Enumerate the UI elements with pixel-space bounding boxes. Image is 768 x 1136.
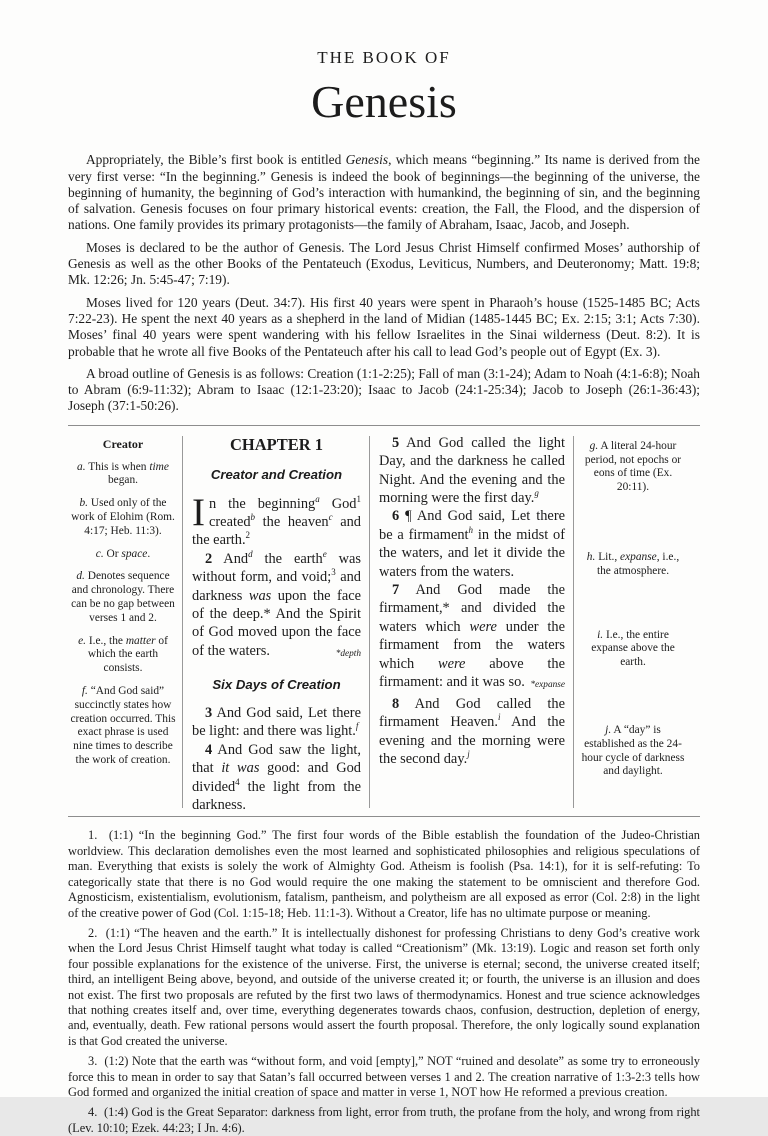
- book-introduction: [68, 152, 700, 414]
- verse-6: 6 ¶ And God said, Let there be a firmament$^h$ in the midst of the waters, and let it divide the waters from the waters.: [379, 508, 566, 580]
- scripture-column-1: [183, 426, 369, 815]
- book-kicker: THE BOOK OF: [317, 48, 451, 67]
- intro-paragraph-4: A broad outline of Genesis is as follows: Creation (1:1-2:25); Fall of man (3:1-24); Adam to Noah (4:1-6:8); Noah to Abram (6:9-11:32); Abram to Isaac (12:1-23:20); Isaac to Jacob (24:1-25:34); Jacob to Joseph (26:1-36:43); Joseph (37:1-50:26).: [68, 365, 700, 414]
- margin-note-d: d. Denotes sequence and chronology. There can be no gap between verses 1 and 2.: [71, 570, 175, 624]
- margin-note-h: h. Lit., expanse, i.e., the atmosphere.: [586, 550, 680, 577]
- footnote-3: 3. (1:2) Note that the earth was “without form, and void [empty],” NOT “ruined and desolate” as some try to erroneously force this to mean in order to say that Satan’s fall occurred between verses 1 and 2. The creation narrative of 1:3-2:3 tells how God formed and organized the initial creation of space and matter in verse 1, NOT how He reformed a previous creation.: [68, 1054, 700, 1099]
- footnote-2: 2. (1:1) “The heaven and the earth.” It is intellectually dishonest for professing Christians to deny God’s creative work when the Lord Jesus Christ Himself taught what today is called “Creationism” (Mk. 13:19). Logic and reason set forth only four possible explanations for the existence of the universe. First, the universe is eternal; second, the universe created itself; third, an intelligent Being above, beyond, and outside of the universe created it; or fourth, the universe is an illusion and does not exist. The first two proposals are refuted by the first two laws of thermodynamics. Honest and true science acknowledges that nothing creates itself and, over time, everything degenerates towards chaos, confusion, destruction, depletion of energy, and, eventually, death. Few rational persons would assert the fourth proposal. Therefore, the only logically sound explanation is that God created the universe.: [68, 925, 700, 1048]
- section-rule-bottom: [68, 816, 700, 817]
- margin-note-e: e. I.e., the matter of which the earth consists.: [78, 634, 168, 675]
- study-section: [68, 426, 700, 815]
- verse-1-text: n the beginning$^a$ God$^1$ created$^b$ the heaven$^c$ and the earth.$^2$: [192, 493, 361, 549]
- footnote-1: 1. (1:1) “In the beginning God.” The first four words of the Bible establish the foundation of the Judeo-Christian worldview. This declaration demolishes even the most learned and sophisticated philosophies and religious speculations of man. Everything that exists is solely the work of Almighty God. Atheism is foolish (Psa. 14:1), for it is self-refuting: To categorically state that there is no God would require the one making the statement to be omniscient and therefore God. Agnosticism, existentialism, evolutionism, fatalism, pantheism, and polytheism are all exposed as error (Col. 2:8) in the light of the creative power of God (Col. 1:15-18; Heb. 11:1-3). Without a Creator, life has no ultimate purpose or meaning.: [68, 828, 700, 920]
- margin-heading-creator: Creator: [102, 436, 144, 451]
- intro-paragraph-1: Appropriately, the Bible’s first book is entitled Genesis, which means “beginning.” Its name is derived from the very first verse: “In the beginning.” Genesis is indeed the book of beginnings—the beginning of the universe, the beginning of humanity, the beginning of God’s interaction with humankind, the beginning of sin, and the beginning of salvation. Genesis focuses on four primary historical events: creation, the Fall, the Flood, and the dispersion of nations. One family provides its primary protagonists—the family of Abraham, Isaac, Jacob, and Joseph.: [68, 152, 700, 233]
- intro-paragraph-2: Moses is declared to be the author of Genesis. The Lord Jesus Christ Himself confirmed Moses’ authorship of Genesis as well as the other Books of the Pentateuch (Exodus, Leviticus, Numbers, and Deuteronomy; Matt. 19:8; Mk. 12:26; Jn. 5:45-47; 7:19).: [68, 239, 700, 288]
- margin-note-a: a. This is when time began.: [77, 460, 169, 487]
- translation-gloss-depth: *depth: [335, 649, 361, 660]
- verse-1: [192, 490, 361, 550]
- verse-3: 3 And God said, Let there be light: and there was light.$^f$: [192, 705, 361, 740]
- margin-note-c: c. Or space.: [95, 547, 151, 560]
- intro-paragraph-3: Moses lived for 120 years (Deut. 34:7). His first 40 years were spent in Pharaoh’s house (1525-1485 BC; Acts 7:22-23). He spent the next 40 years as a shepherd in the land of Midian (1485-1445 BC; Ex. 2:15; 3:1; Acts 7:30). Moses’ final 40 years were spent wandering with his fellow Israelites in the Sinai wilderness (Deut. 8:2). It is probable that he wrote all five Books of the Pentateuch after his call to lead God’s people out of Egypt (Ex. 3).: [68, 294, 700, 359]
- verse-8: 8 And God called the firmament Heaven.$^i$ And the evening and the morning were the second day.$^j$: [379, 695, 566, 768]
- left-margin-notes: [68, 426, 182, 815]
- section-heading-six-days: Six Days of Creation: [212, 676, 341, 692]
- drop-cap: I: [192, 490, 205, 534]
- margin-note-i: i. I.e., the entire expanse above the earth.: [591, 628, 675, 669]
- footnote-4: 4. (1:4) God is the Great Separator: darkness from light, error from truth, the profane from the holy, and wrong from right (Lev. 10:10; Ezek. 44:23; I Jn. 4:6).: [68, 1105, 700, 1135]
- chapter-heading: CHAPTER 1: [229, 434, 324, 454]
- section-heading-creator-and-creation: Creator and Creation: [210, 467, 343, 483]
- verse-4: 4 And God saw the light, that it was good: and God divided$^4$ the light from the darkness.: [192, 741, 361, 814]
- margin-note-j: j. A “day” is established as the 24-hour cycle of darkness and daylight.: [581, 723, 685, 778]
- margin-note-g: g. A literal 24-hour period, not epochs or eons of time (Ex. 20:11).: [584, 439, 682, 494]
- margin-note-b: b. Used only of the work of Elohim (Rom. 4:17; Heb. 11:3).: [71, 497, 175, 537]
- verse-5: 5 And God called the light Day, and the darkness he called Night. And the evening and the morning were the first day.$^g$: [379, 434, 565, 506]
- verse-7: 7 And God made the firmament,* and divided the waters which were under the firmament from the waters which were above the firmament: and it was so.: [379, 582, 566, 691]
- book-title: Genesis: [311, 76, 457, 127]
- verse-2: 2 And$^d$ the earth$^e$ was without form, and void;$^3$ and darkness was upon the face of the deep.* And the Spirit of God moved upon the face of the waters.: [192, 548, 362, 659]
- translation-gloss-expanse: *expanse: [530, 680, 565, 691]
- commentary-footnotes: [68, 828, 700, 1136]
- right-margin-notes: [574, 426, 687, 815]
- scripture-column-2: [370, 426, 573, 815]
- margin-note-f: f. “And God said” succinctly states how creation occurred. This exact phrase is used nine times to describe the work of creation.: [70, 684, 176, 766]
